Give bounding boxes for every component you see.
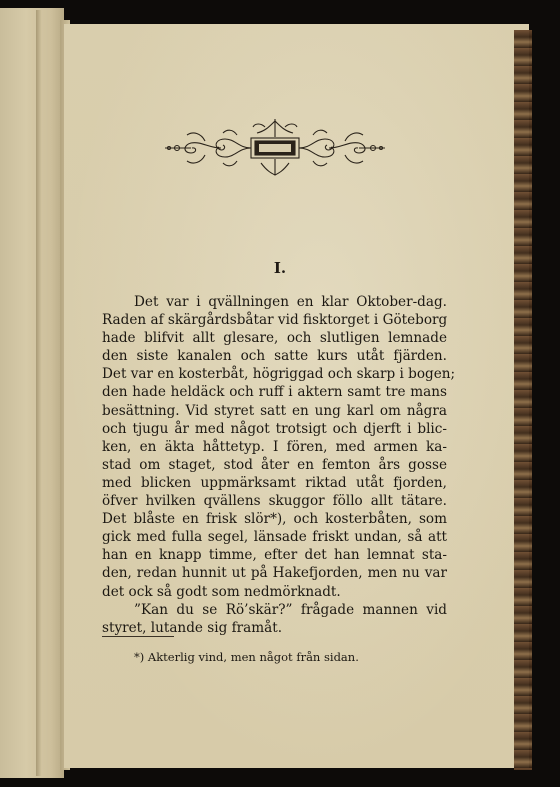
text-line: stad om staget, stod åter en femton års gosse [102, 456, 447, 473]
footnote: *) Akterlig vind, men något från sidan. [134, 650, 359, 664]
text-line: han en knapp timme, efter det han lemnat sta- [102, 547, 447, 564]
text-line: styret, lutande sig framåt. [102, 619, 283, 636]
text-line: den siste kanalen och satte kurs utåt fjärden. [102, 348, 447, 365]
text-line: Raden af skärgårdsbåtar vid fisktorget i Göteborg [102, 312, 448, 329]
paragraph [102, 293, 456, 601]
text-line: det ock så godt som nedmörknadt. [102, 583, 341, 600]
text-line: ken, en äkta håttetyp. I fören, med armen ka- [102, 438, 447, 455]
book-cover-edge [514, 30, 532, 770]
text-line: besättning. Vid styret satt en ung karl om några [102, 402, 447, 419]
text-line: Det blåste en frisk slör*), och kosterbåten, som [102, 511, 447, 528]
text-line: Det var i qvällningen en klar Oktober-dag. [134, 294, 447, 310]
text-line: den hade heldäck och ruff i aktern samt tre mans [102, 384, 447, 401]
text-line: hade blifvit allt glesare, och slutligen lemnade [102, 330, 447, 347]
text-line: den, redan hunnit ut på Hakefjorden, men nu var [102, 565, 447, 582]
text-line: öfver hvilken qvällens skuggor föllo allt tätare. [102, 493, 447, 510]
page-fold [36, 10, 42, 776]
footnote-rule [102, 636, 174, 637]
left-page-edge [0, 8, 64, 778]
chapter-heading: I. [273, 259, 287, 277]
decorative-vignette-icon [161, 117, 389, 179]
text-line: med blicken uppmärksamt riktad utåt fjorden, [102, 474, 447, 491]
text-line: ”Kan du se Rö’skär?” frågade mannen vid [134, 601, 447, 618]
body-text [102, 293, 456, 637]
paragraph [102, 601, 447, 637]
text-line: Det var en kosterbåt, högriggad och skarp i bogen; [102, 366, 456, 383]
text-line: gick med fulla segel, länsade friskt undan, så att [102, 529, 447, 546]
text-line: och tjugu år med något trotsigt och djerft i blic- [102, 420, 447, 437]
